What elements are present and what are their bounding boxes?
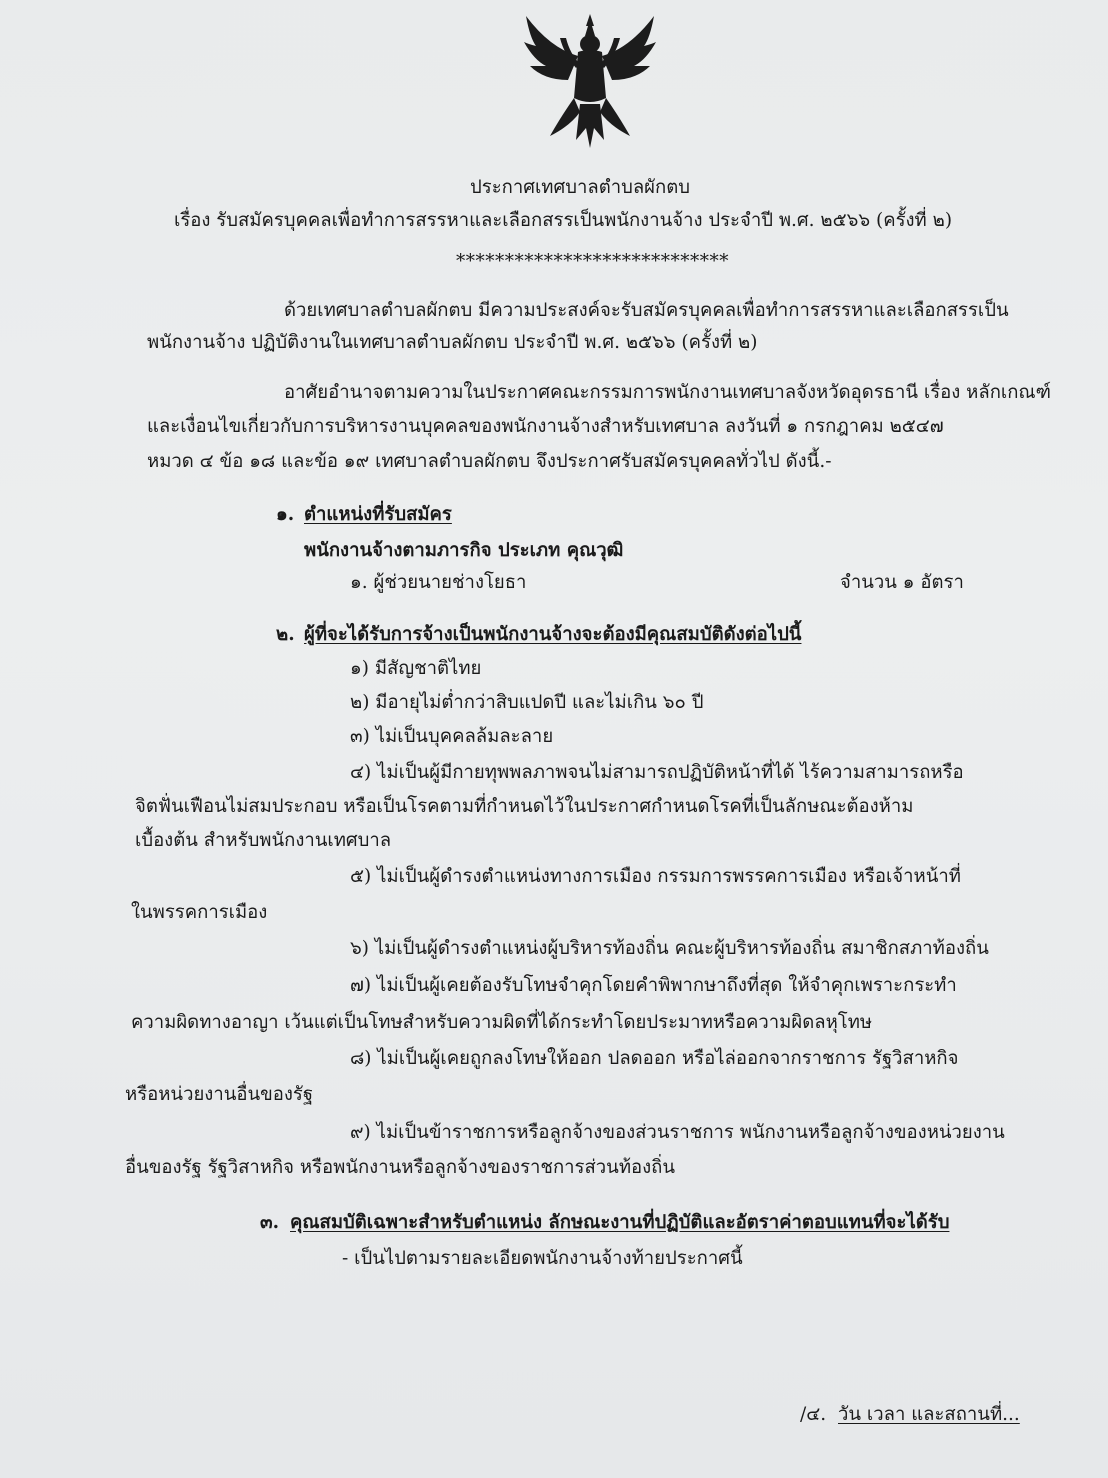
- position-item: ๑. ผู้ช่วยนายช่างโยธา: [350, 572, 527, 593]
- section-1-title: ตำแหน่งที่รับสมัคร: [304, 504, 452, 525]
- qualification-9-line-2: อื่นของรัฐ รัฐวิสาหกิจ หรือพนักงานหรือลูกจ้างของราชการส่วนท้องถิ่น: [125, 1157, 676, 1178]
- qualification-1: ๑) มีสัญชาติไทย: [350, 658, 482, 679]
- qualification-8-line-2: หรือหน่วยงานอื่นของรัฐ: [125, 1084, 314, 1105]
- qualification-5-line-1: ๕) ไม่เป็นผู้ดำรงตำแหน่งทางการเมือง กรรมการพรรคการเมือง หรือเจ้าหน้าที่: [350, 866, 961, 887]
- paragraph-2-line-2: และเงื่อนไขเกี่ยวกับการบริหารงานบุคคลของพนักงานจ้างสำหรับเทศบาล ลงวันที่ ๑ กรกฎาคม ๒๕๔๗: [147, 416, 944, 437]
- paragraph-1-line-2: พนักงานจ้าง ปฏิบัติงานในเทศบาลตำบลผักตบ ประจำปี พ.ศ. ๒๕๖๖ (ครั้งที่ ๒): [147, 332, 758, 353]
- qualification-7-line-2: ความผิดทางอาญา เว้นแต่เป็นโทษสำหรับความผิดที่ได้กระทำโดยประมาทหรือความผิดลหุโทษ: [131, 1012, 873, 1033]
- section-3-text: - เป็นไปตามรายละเอียดพนักงานจ้างท้ายประกาศนี้: [342, 1248, 743, 1269]
- section-2-number: ๒.: [276, 624, 295, 645]
- qualification-2: ๒) มีอายุไม่ต่ำกว่าสิบแปดปี และไม่เกิน ๖๐ ปี: [350, 692, 704, 713]
- qualification-7-line-1: ๗) ไม่เป็นผู้เคยต้องรับโทษจำคุกโดยคำพิพากษาถึงที่สุด ให้จำคุกเพราะกระทำ: [350, 975, 957, 996]
- qualification-8-line-1: ๘) ไม่เป็นผู้เคยถูกลงโทษให้ออก ปลดออก หรือไล่ออกจากราชการ รัฐวิสาหกิจ: [350, 1048, 959, 1069]
- section-3-number: ๓.: [260, 1212, 280, 1233]
- section-3-title: คุณสมบัติเฉพาะสำหรับตำแหน่ง ลักษณะงานที่ปฏิบัติและอัตราค่าตอบแทนที่จะได้รับ: [290, 1212, 950, 1233]
- qualification-3: ๓) ไม่เป็นบุคคลล้มละลาย: [350, 726, 554, 747]
- qualification-4-line-3: เบื้องต้น สำหรับพนักงานเทศบาล: [135, 830, 392, 851]
- next-page-heading: วัน เวลา และสถานที่...: [838, 1404, 1020, 1425]
- section-1-number: ๑.: [276, 504, 295, 525]
- qualification-9-line-1: ๙) ไม่เป็นข้าราชการหรือลูกจ้างของส่วนราชการ พนักงานหรือลูกจ้างของหน่วยงาน: [350, 1122, 1005, 1143]
- paragraph-2-line-1: อาศัยอำนาจตามความในประกาศคณะกรรมการพนักงานเทศบาลจังหวัดอุดรธานี เรื่อง หลักเกณฑ์: [284, 382, 1051, 403]
- section-1-subtitle: พนักงานจ้างตามภารกิจ ประเภท คุณวุฒิ: [304, 540, 624, 561]
- qualification-4-line-1: ๔) ไม่เป็นผู้มีกายทุพพลภาพจนไม่สามารถปฏิบัติหน้าที่ได้ ไร้ความสามารถหรือ: [350, 762, 964, 783]
- separator-stars: ****************************: [456, 251, 729, 272]
- qualification-6: ๖) ไม่เป็นผู้ดำรงตำแหน่งผู้บริหารท้องถิ่น คณะผู้บริหารท้องถิ่น สมาชิกสภาท้องถิ่น: [350, 938, 989, 959]
- section-2-title: ผู้ที่จะได้รับการจ้างเป็นพนักงานจ้างจะต้องมีคุณสมบัติดังต่อไปนี้: [304, 624, 802, 645]
- document-title: ประกาศเทศบาลตำบลผักตบ: [470, 177, 690, 198]
- garuda-emblem-icon: [520, 8, 660, 158]
- paragraph-2-line-3: หมวด ๔ ข้อ ๑๘ และข้อ ๑๙ เทศบาลตำบลผักตบ จึงประกาศรับสมัครบุคคลทั่วไป ดังนี้.-: [147, 451, 832, 472]
- next-page-prefix: /๔.: [800, 1404, 827, 1425]
- position-count: จำนวน ๑ อัตรา: [840, 572, 964, 593]
- qualification-4-line-2: จิตฟั่นเฟือนไม่สมประกอบ หรือเป็นโรคตามที่กำหนดไว้ในประกาศกำหนดโรคที่เป็นลักษณะต้องห้าม: [135, 796, 914, 817]
- qualification-5-line-2: ในพรรคการเมือง: [131, 902, 268, 923]
- document-subject: เรื่อง รับสมัครบุคคลเพื่อทำการสรรหาและเลือกสรรเป็นพนักงานจ้าง ประจำปี พ.ศ. ๒๕๖๖ (ครั้งที่ ๒): [174, 210, 953, 231]
- paragraph-1-line-1: ด้วยเทศบาลตำบลผักตบ มีความประสงค์จะรับสมัครบุคคลเพื่อทำการสรรหาและเลือกสรรเป็น: [284, 300, 1009, 321]
